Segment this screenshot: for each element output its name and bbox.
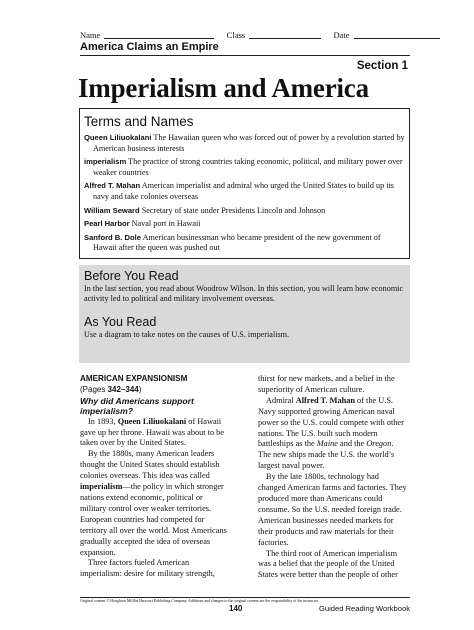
- paragraph: The third root of American imperialism was a belief that the people of the United States were better than the people of other: [258, 548, 398, 580]
- header-rule: [80, 55, 410, 56]
- paragraph: By the late 1800s, technology had changed American farms and factories. They produced more than Americans could consume. So the U.S. needed foreign trade. American businesses needed markets for their products and raw materials for their factories.: [258, 472, 407, 547]
- term-entry: [84, 181, 405, 202]
- name-label: Name: [80, 30, 101, 40]
- term-entry: [84, 233, 405, 254]
- body-column-right: [258, 374, 408, 581]
- key-term: Alfred T. Mahan: [295, 395, 355, 405]
- date-field-line: [354, 31, 440, 39]
- section-subheading: AMERICAN EXPANSIONISM: [80, 374, 188, 383]
- term-entry: [84, 157, 405, 178]
- ship-name: Oregon: [366, 439, 392, 449]
- page-number: 140: [229, 604, 243, 613]
- text: —the policy in which stronger nations extend economic, political or military control over weaker territories. European countries had competed for territory all over the world. Most Americans gradually accepted the idea of overseas expansion.: [80, 482, 227, 557]
- page-title: Imperialism and America: [78, 73, 369, 103]
- term-name: Pearl Harbor: [84, 219, 130, 229]
- term-definition: Secretary of state under Presidents Lincoln and Johnson: [141, 205, 326, 215]
- terms-heading: Terms and Names: [84, 114, 194, 129]
- page-reference: [80, 385, 230, 396]
- term-entry: [84, 133, 405, 154]
- term-definition: The practice of strong countries taking economic, political, and military power over weaker countries: [93, 157, 403, 177]
- workbook-title: Guided Reading Workbook: [318, 604, 410, 613]
- name-field-line: [104, 31, 214, 39]
- paragraph: [258, 396, 408, 472]
- term-name: William Seward: [84, 205, 140, 215]
- section-label: Section 1: [356, 60, 408, 72]
- text: and the: [337, 439, 367, 449]
- guiding-question: Why did Americans support imperialism?: [80, 395, 194, 417]
- term-name: Queen Liliuokalani: [84, 133, 152, 142]
- text: In 1893,: [88, 416, 118, 426]
- pages-close: ): [138, 384, 142, 394]
- student-info-bar: [80, 30, 410, 40]
- term-entry: [84, 206, 405, 217]
- term-definition: Naval port in Hawaii: [131, 219, 201, 229]
- paragraph: Three factors fueled American imperialism: desire for military strength,: [80, 558, 215, 579]
- unit-title: America Claims an Empire: [80, 41, 219, 53]
- before-you-read-text: In the last section, you read about Woodrow Wilson. In this section, you will learn how economic activity led to political and military involvement overseas.: [84, 284, 404, 304]
- text: of Hawaii gave up her throne. Hawaii was about to be taken over by the United States.: [80, 416, 224, 448]
- ship-name: Maine: [316, 439, 338, 449]
- text: By the 1880s, many American leaders thought the United States should establish colonies overseas. This idea was called: [80, 449, 220, 481]
- paragraph: [80, 417, 230, 450]
- footer-rule: [80, 597, 410, 598]
- as-you-read-text: Use a diagram to take notes on the causes of U.S. imperialism.: [84, 329, 290, 339]
- body-column-left: [80, 374, 230, 580]
- term-definition: The Hawaiian queen who was forced out of power by a revolution started by American business interests: [93, 133, 405, 153]
- text: . The new ships made the U.S. the world’s largest naval power.: [258, 439, 395, 471]
- paragraph: thirst for new markets, and a belief in the superiority of American culture.: [258, 374, 395, 394]
- term-entry: [84, 219, 405, 230]
- paragraph: [80, 449, 230, 558]
- spacer: [84, 305, 404, 315]
- key-term: imperialism: [80, 482, 123, 492]
- term-definition: American imperialist and admiral who urged the United States to build up its navy and take colonies overseas: [93, 181, 394, 201]
- class-label: Class: [226, 30, 246, 40]
- terms-and-names-box: [79, 108, 410, 259]
- copyright-notice: Original content © Houghton Mifflin Harcourt Publishing Company. Additions and changes to the original content are the responsibility of the instructor.: [80, 599, 319, 603]
- class-field-line: [249, 31, 321, 39]
- term-name: Sanford B. Dole: [84, 232, 141, 242]
- before-you-read-heading: Before You Read: [84, 269, 179, 283]
- date-label: Date: [333, 30, 350, 40]
- text: Admiral: [266, 395, 296, 405]
- as-you-read-heading: As You Read: [84, 314, 157, 329]
- text: of the U.S. Navy supported growing American naval power so the U.S. could compete with other nations. The U.S. built such modern battleships as the: [258, 395, 404, 449]
- term-definition: American businessman who became president of the new government of Hawaii after the queen was pushed out: [93, 232, 381, 253]
- pages-range: 342–344: [107, 384, 139, 394]
- key-term: Queen Liliuokalani: [117, 416, 187, 426]
- reading-guide-box: [79, 265, 410, 363]
- term-name: imperialism: [84, 157, 127, 167]
- term-name: Alfred T. Mahan: [84, 181, 141, 191]
- pages-open: (Pages: [80, 384, 106, 394]
